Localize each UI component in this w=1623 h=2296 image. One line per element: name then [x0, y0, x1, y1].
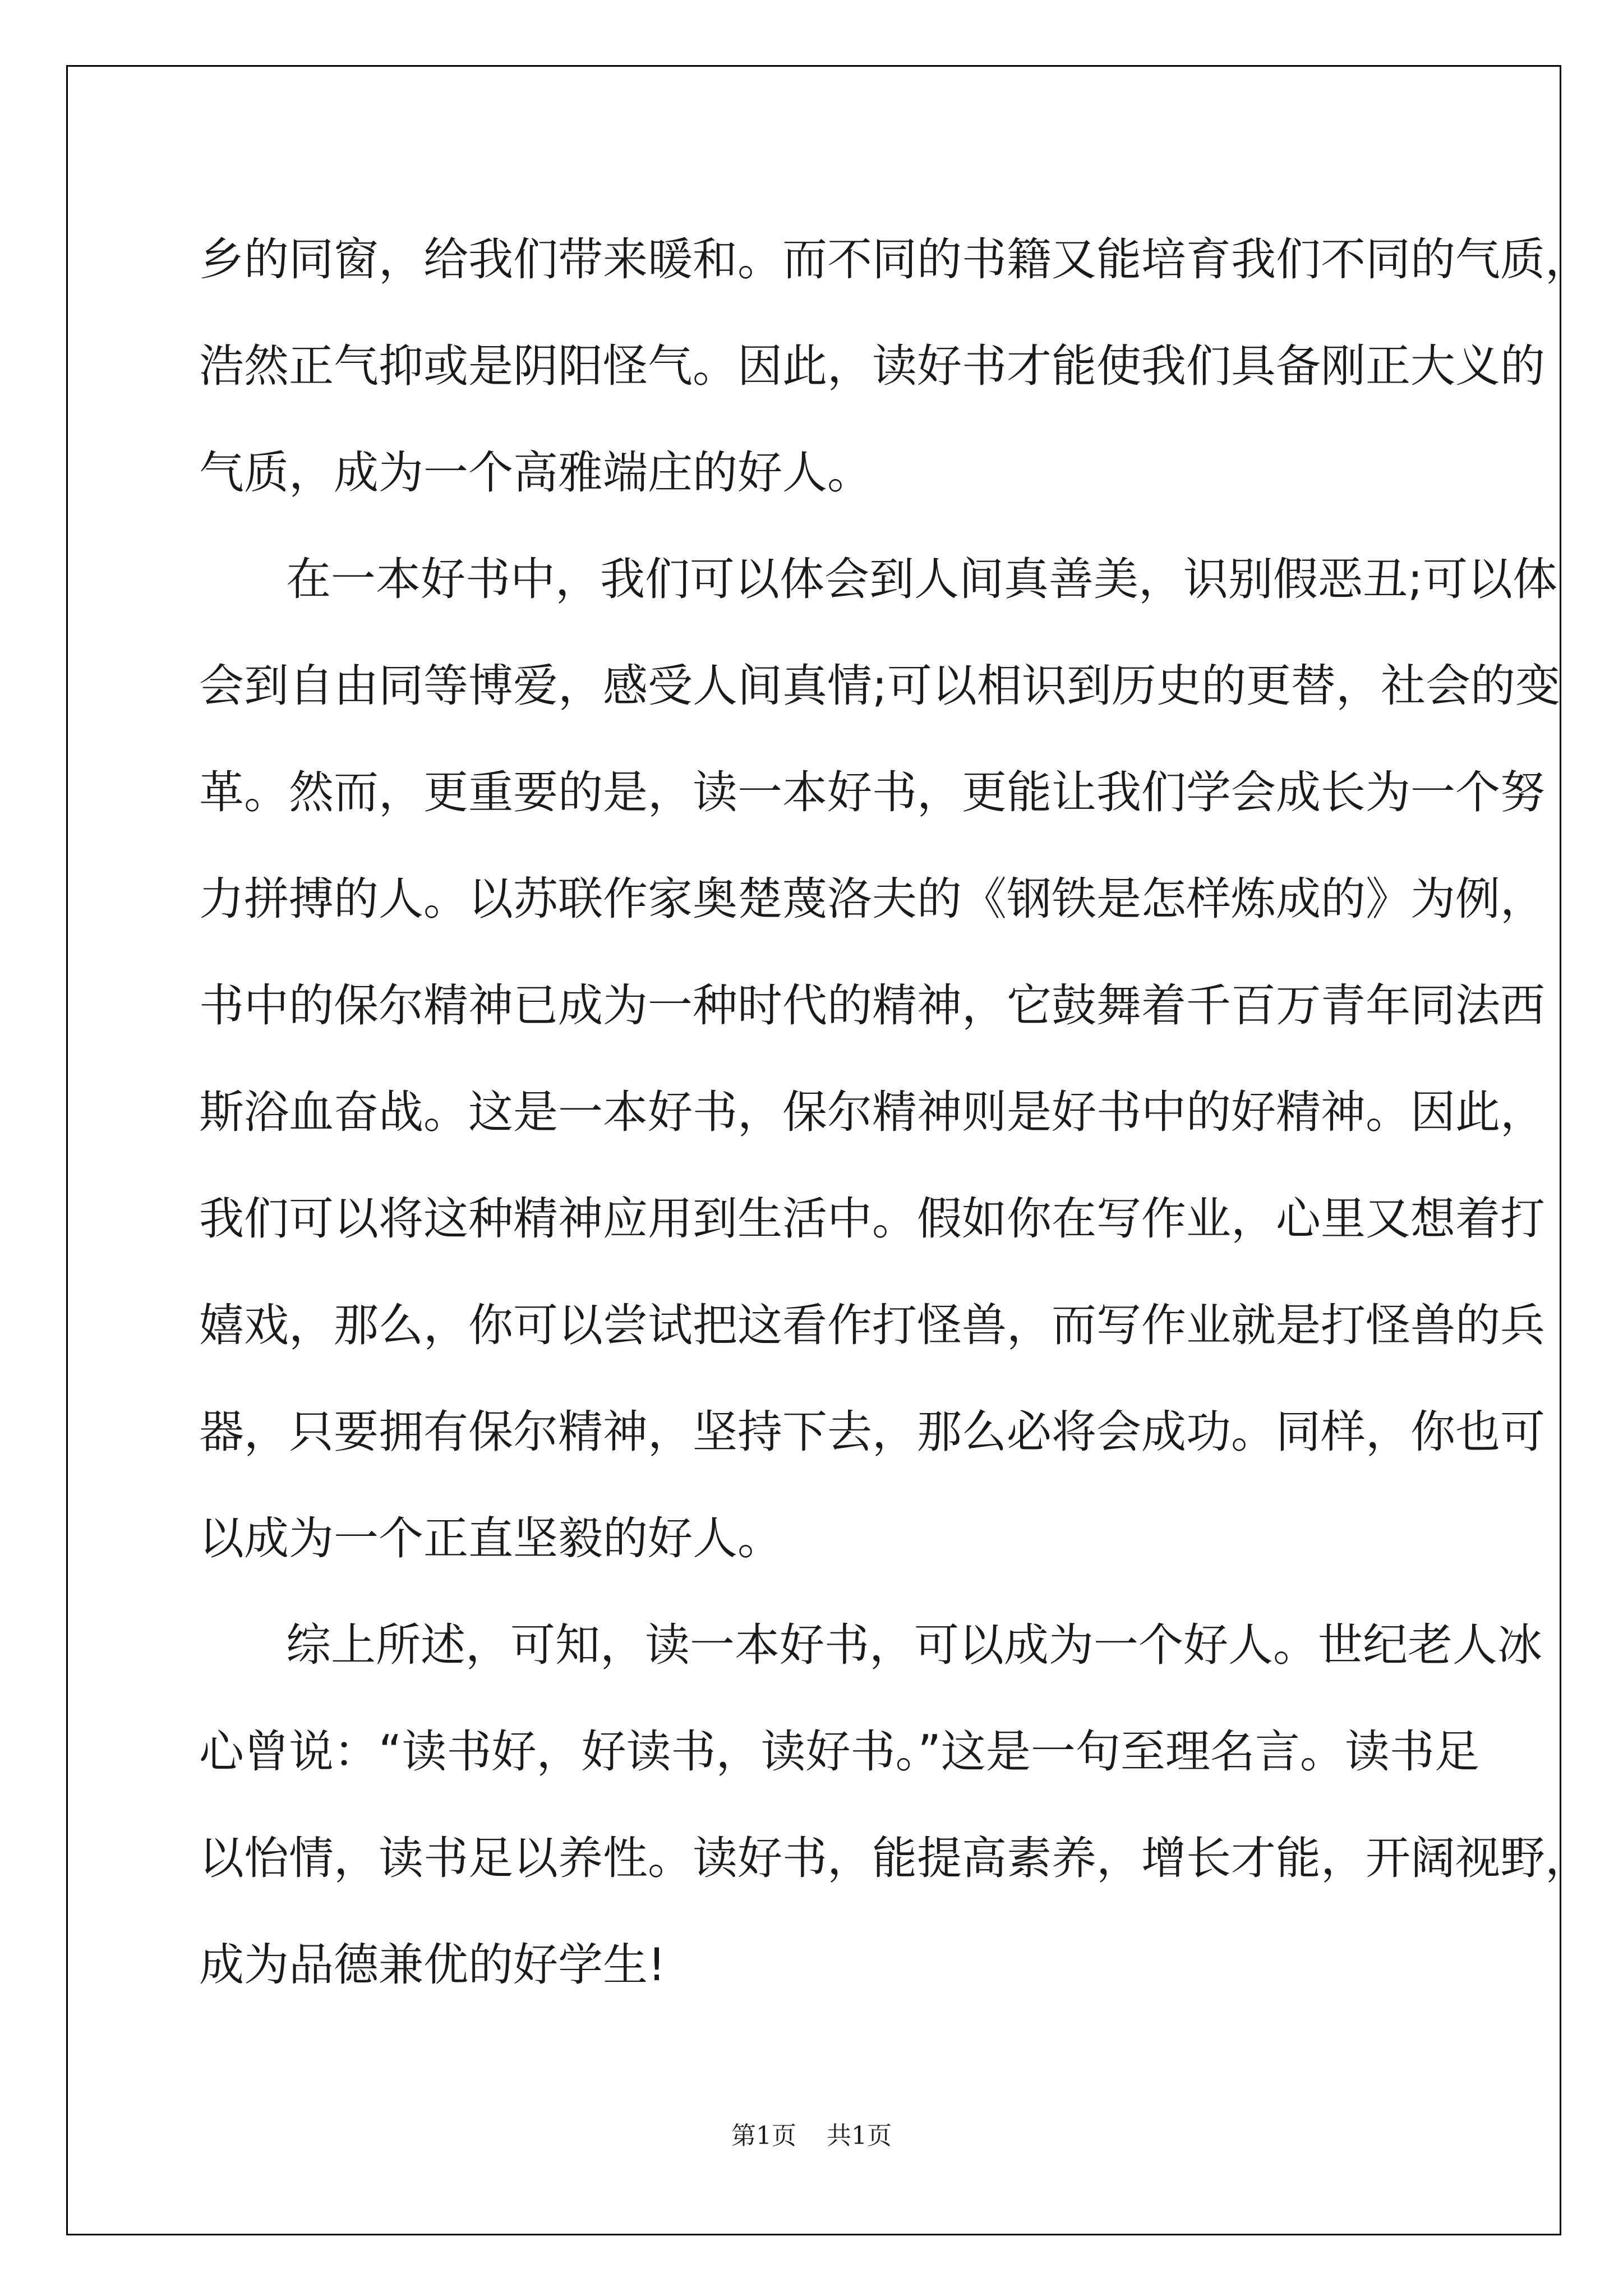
text-line: 气质，成为一个高雅端庄的好人。 [199, 447, 872, 499]
page-footer [0, 2119, 1623, 2153]
text-line: 斯浴血奋战。这是一本好书，保尔精神则是好书中的好精神。因此， [199, 1086, 1545, 1138]
page-number: 第1页 [731, 2122, 796, 2150]
text-line: 革。然而，更重要的是，读一本好书，更能让我们学会成长为一个努 [199, 766, 1545, 818]
text-line: 我们可以将这种精神应用到生活中。假如你在写作业，心里又想着打 [199, 1193, 1545, 1245]
text-line: 浩然正气抑或是阴阳怪气。因此，读好书才能使我们具备刚正大义的 [199, 340, 1545, 392]
text-line: 力拼搏的人。以苏联作家奥楚蔑洛夫的《钢铁是怎样炼成的》为例， [199, 873, 1545, 925]
text-line: 以成为一个正直坚毅的好人。 [199, 1512, 782, 1565]
text-line: 心曾说：“读书好，好读书，读好书。”这是一句至理名言。读书足 [199, 1726, 1479, 1778]
text-line: 器，只要拥有保尔精神，坚持下去，那么必将会成功。同样，你也可 [199, 1406, 1545, 1458]
text-line: 书中的保尔精神已成为一种时代的精神，它鼓舞着千百万青年同法西 [199, 979, 1545, 1032]
text-line: 会到自由同等博爱，感受人间真情;可以相识到历史的更替，社会的变 [199, 660, 1560, 712]
text-line: 嬉戏，那么，你可以尝试把这看作打怪兽，而写作业就是打怪兽的兵 [199, 1299, 1545, 1351]
page-count: 共1页 [827, 2122, 892, 2150]
text-line: 成为品德兼优的好学生! [199, 1939, 666, 1991]
text-line: 乡的同窗，给我们带来暖和。而不同的书籍又能培育我们不同的气质， [199, 233, 1590, 286]
document-body [199, 206, 1590, 2018]
paragraph-start-line: 在一本好书中，我们可以体会到人间真善美，识别假恶丑;可以体 [286, 553, 1557, 605]
paragraph-start-line: 综上所述，可知，读一本好书，可以成为一个好人。世纪老人冰 [286, 1619, 1542, 1671]
text-line: 以怡情，读书足以养性。读好书，能提高素养，增长才能，开阔视野， [199, 1832, 1590, 1884]
